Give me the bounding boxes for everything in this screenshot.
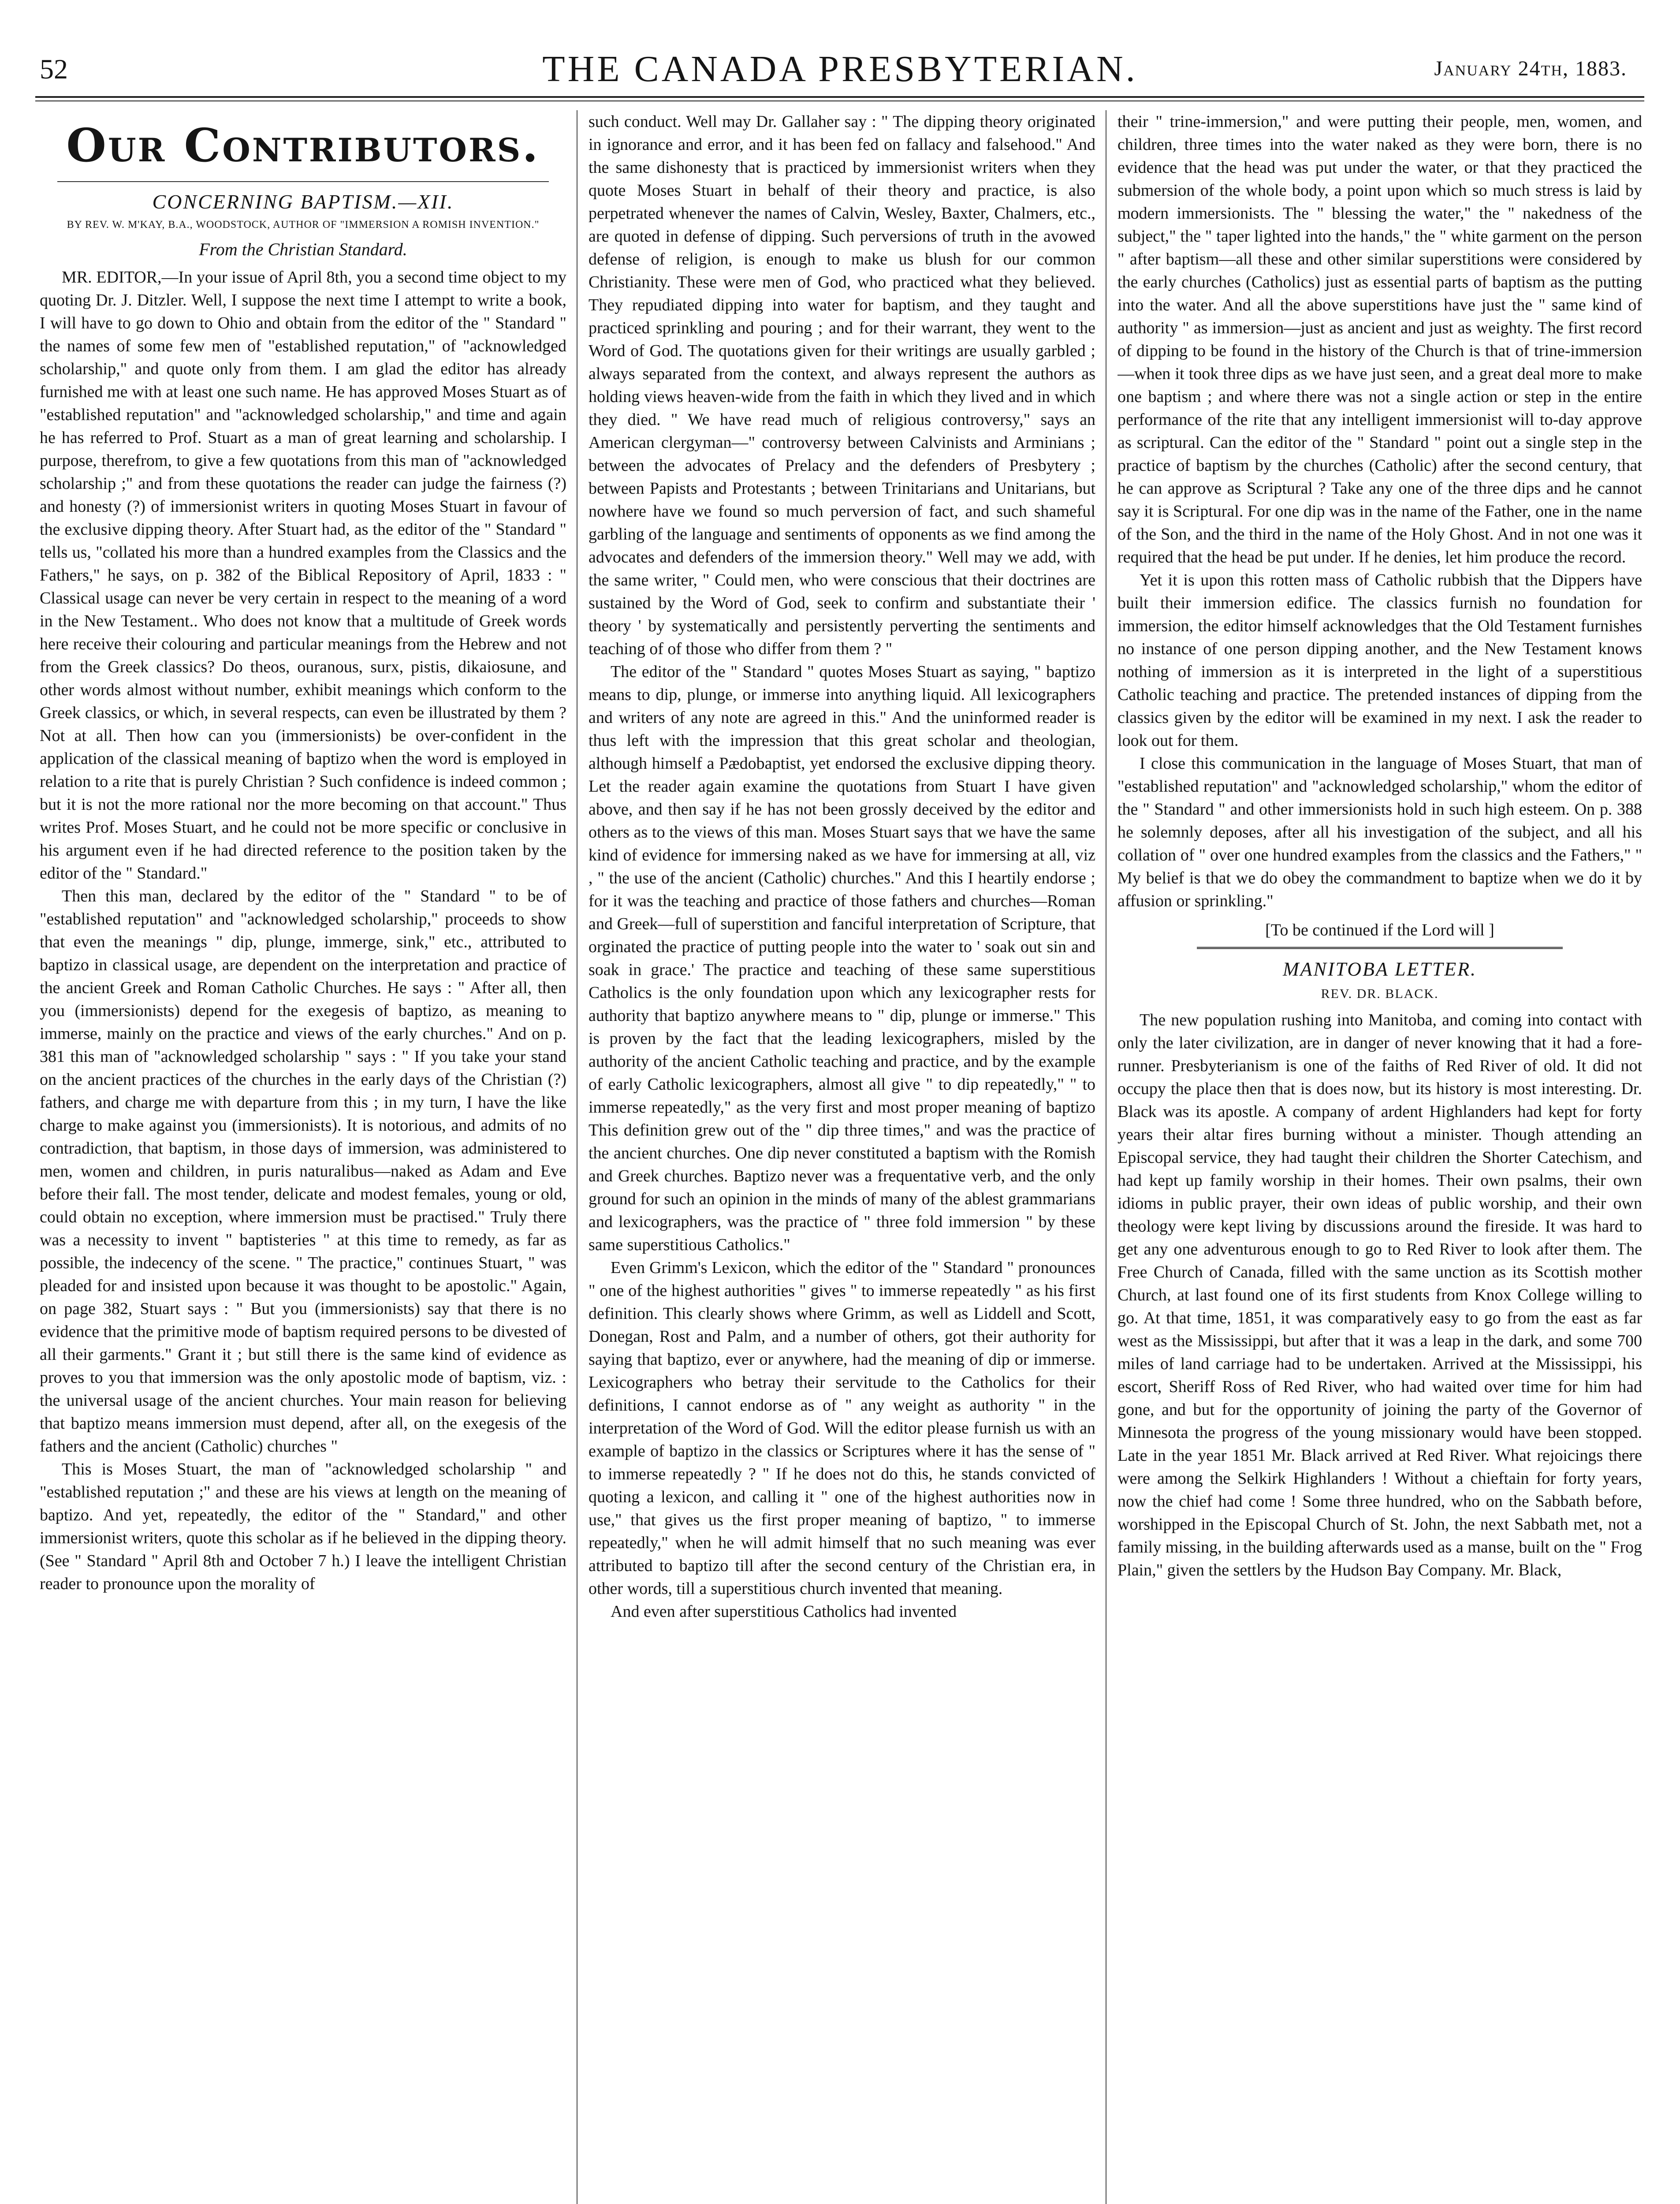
publication-title: THE CANADA PRESBYTERIAN. — [542, 48, 1138, 89]
column-1 — [40, 110, 566, 2204]
article-title-manitoba: MANITOBA LETTER. — [1283, 958, 1477, 980]
paragraph: The new population rushing into Manitoba, and coming into contact with only the later civilization, are in danger of never knowing that it had a fore-runner. Presbyterianism is one of the faiths of Red River of old. It did not occupy the place then that is does now, but its history is most interesting. Dr. Black was its apostle. A company of ardent Highlanders had kept for forty years their altar fires burning without a minister. Though attending an Episcopal service, they had taught their children the Shorter Catechism, and had kept up family worship in their homes. Their own psalms, their own idioms in public prayer, their own ideas of public worship, and their own theology were kept living by discussions around the fireside. It was hard to get any one adventurous enough to go to Red River to look after them. The Free Church of Canada, filled with the same unction as its Scottish mother Church, at last found one of its first students from Knox College willing to go. At that time, 1851, it was comparatively easy to go from the east as far west as the Mississippi, but after that it was a leap in the dark, and some 700 miles of land carriage had to be undertaken. Arrived at the Mississippi, his escort, Sheriff Ross of Red River, who had waited over time for him had gone, and but for the opportunity of joining the party of the Governor of Minnesota the progress of the young missionary would have been stopped. Late in the year 1851 Mr. Black arrived at Red River. What rejoicings there were among the Selkirk Highlanders ! Without a chieftain for forty years, now the chief had come ! Some three hundred, who on the Sabbath before, worshipped in the Episcopal Church of St. John, the next Sabbath met, not a family missing, in the building afterwards used as a manse, built on the " Frog Plain," given the settlers by the Hudson Bay Company. Mr. Black, — [1118, 1011, 1642, 1579]
page-number: 52 — [40, 53, 68, 85]
paragraph: Then this man, declared by the editor of the " Standard " to be of "established reputation" and "acknowledged scholarship," proceeds to show that even the meanings " dip, plunge, immerge, sink," etc., attributed to baptizo in classical usage, are dependent on the interpretation and practice of the ancient Greek and Roman Catholic Churches. He says : " After all, then you (immersionists) depend for the exegesis of baptizo, as meaning to immerse, mainly on the practice and views of the early churches." And on p. 381 this man of "acknowledged scholarship " says : " If you take your stand on the ancient practices of the churches in the early days of the Christian (?) fathers, and charge me with departure from this ; in my turn, I have the like charge to make against you (immersionists). It is notorious, and admits of no contradiction, that baptism, in those days of immersion, was administered to men, women and children, in puris naturalibus—naked as Adam and Eve before their fall. The most tender, delicate and modest females, young or old, could obtain no exception, where immersion must be practised." Truly there was a necessity to invent " baptisteries " at this time to remedy, as far as possible, the indecency of the scene. " The practice," continues Stuart, " was pleaded for and insisted upon because it was thought to be apostolic." Again, on page 382, Stuart says : " But you (immersionists) say that there is no evidence that the primitive mode of baptism required persons to be divested of all their garments." Grant it ; but still there is the same kind of evidence as proves to you that immersion was the only apostolic mode of baptism, viz. : the universal usage of the ancient churches. Your main reason for believing that baptizo means immersion must depend, after all, on the exegesis of the fathers and the ancient (Catholic) churches " — [40, 887, 566, 1456]
masthead — [0, 0, 1680, 101]
article-byline: BY REV. W. M'KAY, B.A., WOODSTOCK, AUTHOR OF "IMMERSION A ROMISH INVENTION." — [67, 219, 540, 231]
section-banner: Our Contributors. — [66, 118, 540, 172]
column-3 — [1118, 110, 1642, 2204]
paragraph: their " trine-immersion," and were putting their people, men, women, and children, three times into the water naked as they were born, there is no evidence that the head was put under the water, or that they practiced the submersion of the whole body, a point upon which so much stress is laid by modern immersionists. The " blessing the water," the " nakedness of the subject," the " taper lighted into the hands," the " white garment on the person " after baptism—all these and other similar superstitions were considered by the early churches (Catholics) just as essential parts of baptism as the putting into the water. And all the above superstitions have just the " same kind of authority " as immersion—just as ancient and just as weighty. The first record of dipping to be found in the history of the Church is that of trine-immersion—when it took three dips as we have just seen, and a great deal more to make one baptism ; and where there was not a single action or step in the entire performance of the rite that any intelligent immersionist will to-day approve as scriptural. Can the editor of the " Standard " point out a single step in the practice of baptism by the churches (Catholic) after the second century, that he can approve as Scriptural ? Take any one of the three dips and he cannot say it is Scriptural. For one dip was in the name of the Father, one in the name of the Son, and the third in the name of the Holy Ghost. And in not one was it required that the head be put under. If he denies, let him produce the record. — [1118, 112, 1642, 566]
paragraph: such conduct. Well may Dr. Gallaher say : " The dipping theory originated in ignorance and error, and it has been fed on fallacy and falsehood." And the same dishonesty that is practiced by immersionist writers when they quote Moses Stuart in behalf of their theory and practice, is also perpetrated whenever the names of Calvin, Wesley, Baxter, Chalmers, etc., are quoted in defense of dipping. Such perversions of truth in the avowed defense of religion, is enough to make us blush for our common Christianity. These were men of God, who practiced what they believed. They repudiated dipping into water for baptism, and they taught and practiced sprinkling and pouring ; and for their warrant, they went to the Word of God. The quotations given for their writings are usually garbled ; always separated from the context, and always represent the authors as holding views heaven-wide from the faith in which they lived and in which they died. " We have read much of religious controversy," says an American clergyman—" controversy between Calvinists and Arminians ; between the advocates of Prelacy and the defenders of Presbytery ; between Papists and Protestants ; between Trinitarians and Unitarians, but nowhere have we found so much perversion of fact, and such shameful garbling of the language and sentiments of opponents as we find among the advocates and defenders of the immersion theory." Well may we add, with the same writer, " Could men, who were conscious that their doctrines are sustained by the Word of God, seek to confirm and substantiate their ' theory ' by systematically and persistently perverting the sentiments and teaching of of those who differ from them ? " — [589, 112, 1095, 658]
paragraph: This is Moses Stuart, the man of "acknowledged scholarship " and "established reputation ;" and these are his views at length on the meaning of baptizo. And yet, repeatedly, the editor of the " Standard," and other immersionist writers, quote this scholar as if he believed in the dipping theory. (See " Standard " April 8th and October 7 h.) I leave the intelligent Christian reader to pronounce upon the morality of — [40, 1460, 566, 1593]
paragraph: Even Grimm's Lexicon, which the editor of the " Standard " pronounces " one of the highest authorities " gives " to immerse repeatedly " as his first definition. This clearly shows where Grimm, as well as Liddell and Scott, Donegan, Rost and Palm, and a number of others, got their authority for saying that baptizo, ever or anywhere, had the meaning of dip or immerse. Lexicographers who betray their servitude to the Catholics for their definitions, I cannot endorse as of " any weight as authority " in the interpretation of the Word of God. Will the editor please furnish us with an example of baptizo in the classics or Scriptures where it has the sense of " to immerse repeatedly ? " If he does not do this, he stands convicted of quoting a lexicon, and calling it " one of the highest authorities now in use," that gives us the first proper meaning of baptizo, " to immerse repeatedly," when he will admit himself that no such meaning was ever attributed to baptizo till after the second century of the Christian era, in other words, till a superstitious church invented that meaning. — [589, 1258, 1095, 1598]
paragraph: Yet it is upon this rotten mass of Catholic rubbish that the Dippers have built their immersion edifice. The classics furnish no foundation for immersion, the editor himself acknowledges that the Old Testament furnishes no instance of one person dipping another, and the New Testament knows nothing of immersion as it is interpreted in the light of a superstitious Catholic teaching and practice. The pretended instances of dipping from the classics given by the editor will be examined in my next. I ask the reader to look out for them. — [1118, 571, 1642, 750]
article-divider — [1197, 947, 1563, 951]
paragraph: I close this communication in the language of Moses Stuart, that man of "established reputation" and "acknowledged scholarship," whom the editor of the " Standard " and other immersionists hold in such high esteem. On p. 388 he solemnly deposes, after all his investigation of the subject, and all his collation of " over one hundred examples from the classics and the Fathers," " My belief is that we do obey the commandment to baptize when we do it by affusion or sprinkling." — [1118, 754, 1642, 910]
continued-note: [To be continued if the Lord will ] — [1265, 921, 1494, 939]
banner-rule — [57, 181, 549, 182]
column-2 — [589, 110, 1095, 2204]
paragraph: And even after superstitious Catholics had invented — [611, 1602, 957, 1621]
paragraph: The editor of the " Standard " quotes Moses Stuart as saying, " baptizo means to dip, plunge, or immerse into anything liquid. All lexicographers and writers of any note are agreed in this." And the uninformed reader is thus left with the impression that this great scholar and theologian, although himself a Pædobaptist, yet endorsed the exclusive dipping theory. Let the reader again examine the quotations from Stuart I have given above, and then say if he has not been grossly deceived by the editor and others as to the views of this man. Moses Stuart says that we have the same kind of evidence for immersing naked as we have for immersing at all, viz , " the use of the ancient (Catholic) churches." And this I heartily endorse ; for it was the teaching and practice of those fathers and churches—Roman and Greek—full of superstition and fanciful interpretation of Scripture, that orginated the practice of putting people into the water to ' soak out sin and soak in grace.' The practice and teaching of these same superstitious Catholics is the only foundation upon which any lexicographer rests for authority that baptizo anywhere means to " dip, plunge or immerse." This is proven by the fact that the leading lexicographers, misled by the authority of the ancient Catholic teaching and practice, and by the example of early Catholic lexicographers, almost all give " to dip repeatedly," " to immerse repeatedly," as the very first and most proper meaning of baptizo This definition grew out of the " dip three times," and was the practice of the ancient churches. One dip never constituted a baptism with the Romish and Greek churches. Baptizo never was a frequentative verb, and the only ground for such an opinion in the minds of many of the ablest grammarians and lexicographers, was the practice of " three fold immersion " by these same superstitious Catholics." — [589, 663, 1095, 1254]
paragraph: MR. EDITOR,—In your issue of April 8th, you a second time object to my quoting Dr. J. Ditzler. Well, I suppose the next time I attempt to write a book, I will have to go down to Ohio and obtain from the editor of the " Standard " the names of some few men of "established reputation," of "acknowledged scholarship," and quote only from them. I am glad the editor has already furnished me with at least one such name. He has approved Moses Stuart as of "established reputation" and "acknowledged scholarship," and time and again he has referred to Prof. Stuart as a man of great learning and scholarship. I purpose, therefrom, to give a few quotations from this man of "acknowledged scholarship ;" and from these quotations the reader can judge the fairness (?) and honesty (?) of immersionist writers in quoting Moses Stuart in favour of the exclusive dipping theory. After Stuart had, as the editor of the " Standard " tells us, "collated his more than a hundred examples from the Classics and the Fathers," he says, on p. 382 of the Biblical Repository of April, 1833 : " Classical usage can never be very certain in respect to the meaning of a word in the New Testament.. Who does not know that a multitude of Greek words here receive their colouring and particular meanings from the Hebrew and not from the Greek classics? Do theos, ouranous, surx, pistis, dikaiosune, and other words almost without number, exhibit meanings which conform to the Greek classics, or which, in several respects, can even be illustrated by them ? Not at all. Then how can you (immersionists) be over-confident in the application of the classical meaning of baptizo when the word is employed in relation to a rite that is purely Christian ? Such confidence is indeed common ; but it is not the more rational nor the more becoming on that account." Thus writes Prof. Moses Stuart, and he could not be more specific or conclusive in his argument even if he had directed reference to the position taken by the editor of the " Standard." — [40, 268, 566, 882]
masthead-rule — [35, 96, 1644, 98]
article-byline-manitoba: REV. DR. BLACK. — [1321, 987, 1439, 1001]
article-source: From the Christian Standard. — [199, 239, 407, 259]
article-title: CONCERNING BAPTISM.—XII. — [152, 190, 454, 213]
issue-date: January 24th, 1883. — [1434, 57, 1627, 80]
